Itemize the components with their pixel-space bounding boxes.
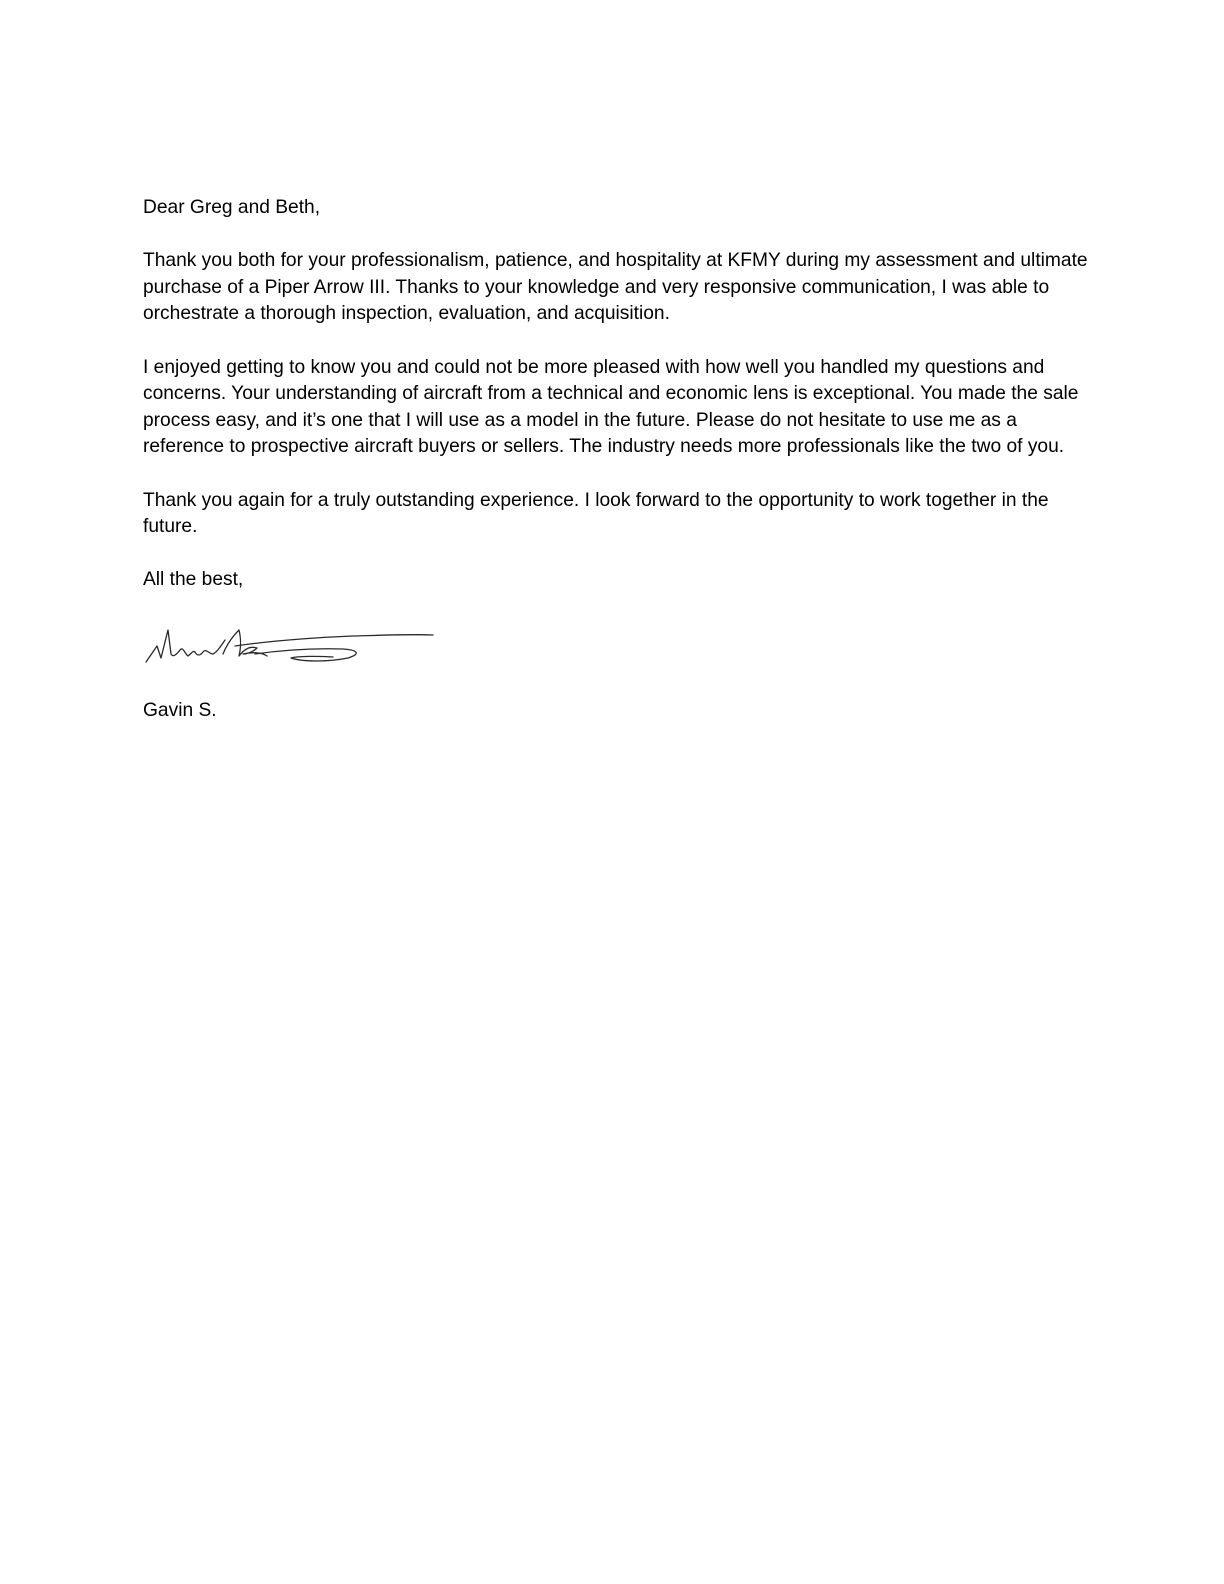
salutation: Dear Greg and Beth, (143, 197, 321, 218)
signer-name: Gavin S. (143, 699, 217, 721)
closing: All the best, (143, 569, 244, 591)
paragraph-2: I enjoyed getting to know you and could not be more pleased with how well you handled my questions and concerns. Your understanding of aircraft from a technical and economic lens is exceptional. You made the sale process easy, and it’s one that I will use as a model in the future. Please do not hesitate to use me as a reference to prospective aircraft buyers or sellers. The industry needs more professionals like the two of you. (143, 356, 1079, 458)
letter-body (143, 195, 1088, 751)
signature-icon (143, 616, 443, 676)
paragraph-3: Thank you again for a truly outstanding experience. I look forward to the opportunity to work together in the future. (143, 489, 1049, 538)
paragraph-1: Thank you both for your professionalism, patience, and hospitality at KFMY during my assessment and ultimate purchase of a Piper Arrow III. Thanks to your knowledge and very responsive communication, I was able to orchestrate a thorough inspection, evaluation, and acquisition. (143, 250, 1088, 325)
